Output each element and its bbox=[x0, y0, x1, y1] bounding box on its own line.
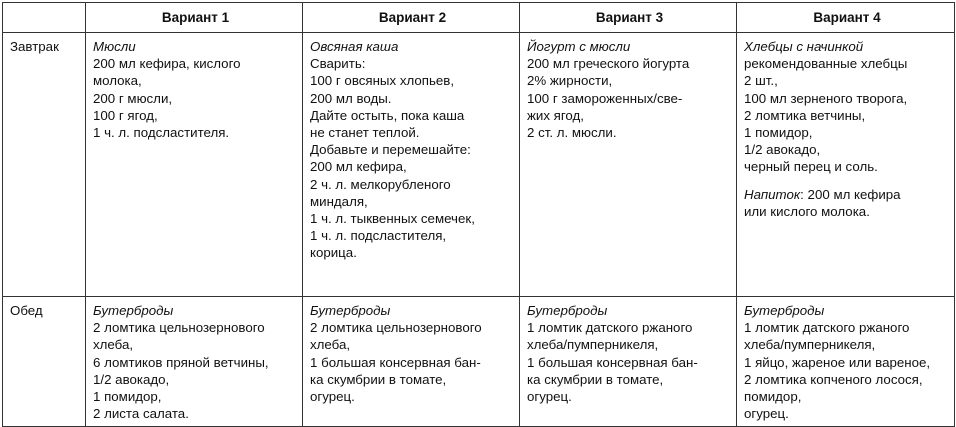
row-label-breakfast: Завтрак bbox=[3, 33, 86, 297]
ingredient-line: 200 мл кефира, bbox=[310, 159, 407, 175]
ingredient-line: 200 мл воды. bbox=[310, 90, 392, 106]
meal-plan-table bbox=[2, 2, 955, 427]
ingredient-line: Дайте остыть, пока каша bbox=[310, 107, 465, 123]
table-row-lunch bbox=[3, 297, 955, 427]
header-variant-1: Вариант 1 bbox=[86, 3, 303, 33]
ingredient-line: 2 ч. л. мелкорубленого bbox=[310, 176, 451, 192]
header-row bbox=[3, 3, 955, 33]
ingredient-line: ка скумбрии в томате, bbox=[310, 371, 447, 387]
ingredient-line: 200 мл греческого йогурта bbox=[527, 56, 690, 72]
ingredient-line: 1 ч. л. подсластителя. bbox=[93, 125, 230, 141]
lunch-variant-4-cell bbox=[737, 297, 955, 427]
dish-title: Бутерброды bbox=[310, 303, 391, 318]
ingredient-line: 1 ч. л. подсластителя, bbox=[310, 228, 447, 244]
ingredient-line: 2 ломтика копченого лосося, bbox=[744, 371, 923, 387]
ingredient-line: Добавьте и перемешайте: bbox=[310, 142, 471, 158]
spacer bbox=[744, 176, 950, 186]
ingredient-line: 1 ломтик датского ржаного bbox=[527, 320, 693, 336]
dish-title: Мюсли bbox=[93, 39, 136, 54]
lunch-variant-3-cell bbox=[520, 297, 737, 427]
ingredient-line: помидор, bbox=[744, 389, 802, 405]
ingredient-line: ка скумбрии в томате, bbox=[527, 371, 664, 387]
ingredient-line: 2 листа салата. bbox=[93, 406, 189, 422]
ingredient-line: 1 большая консервная бан- bbox=[310, 354, 481, 370]
ingredient-line: 100 г ягод, bbox=[93, 107, 158, 123]
ingredient-line: миндаля, bbox=[310, 193, 368, 209]
ingredient-line: черный перец и соль. bbox=[744, 159, 878, 175]
header-variant-3: Вариант 3 bbox=[520, 3, 737, 33]
ingredient-line: 1/2 авокадо, bbox=[744, 142, 821, 158]
dish-title: Йогурт с мюсли bbox=[527, 39, 631, 54]
breakfast-variant-1-cell bbox=[86, 33, 303, 297]
drink-line bbox=[744, 186, 950, 203]
dish-title: Бутерброды bbox=[527, 303, 608, 318]
dish-title: Бутерброды bbox=[93, 303, 174, 318]
ingredient-line: хлеба, bbox=[310, 337, 351, 353]
ingredient-line: 2 ломтика цельнозернового bbox=[93, 320, 265, 336]
drink-line-2: или кислого молока. bbox=[744, 203, 870, 219]
header-variant-4: Вариант 4 bbox=[737, 3, 955, 33]
ingredient-line: огурец. bbox=[527, 389, 572, 405]
ingredient-line: огурец. bbox=[310, 389, 355, 405]
dish-title: Овсяная каша bbox=[310, 39, 399, 54]
dish-title: Хлебцы с начинкой bbox=[744, 39, 864, 54]
lunch-variant-1-cell bbox=[86, 297, 303, 427]
ingredient-line: 1 яйцо, жареное или вареное, bbox=[744, 354, 931, 370]
ingredient-line: не станет теплой. bbox=[310, 125, 420, 141]
ingredient-line: хлеба/пумперникеля, bbox=[527, 337, 659, 353]
ingredient-line: 1 большая консервная бан- bbox=[527, 354, 698, 370]
ingredient-line: 1 ч. л. тыквенных семечек, bbox=[310, 211, 475, 227]
ingredient-line: 100 мл зерненого творога, bbox=[744, 90, 908, 106]
dish-title: Бутерброды bbox=[744, 303, 825, 318]
ingredient-line: огурец. bbox=[744, 406, 789, 422]
ingredient-line: 100 г замороженных/све- bbox=[527, 90, 683, 106]
breakfast-variant-4-cell bbox=[737, 33, 955, 297]
ingredient-line: 6 ломтиков пряной ветчины, bbox=[93, 354, 269, 370]
table-row-breakfast bbox=[3, 33, 955, 297]
ingredient-line: жих ягод, bbox=[527, 107, 584, 123]
ingredient-line: 1 помидор, bbox=[93, 389, 162, 405]
ingredient-line: 2 ломтика цельнозернового bbox=[310, 320, 482, 336]
ingredient-line: 2 ст. л. мюсли. bbox=[527, 125, 617, 141]
ingredient-line: 1 ломтик датского ржаного bbox=[744, 320, 910, 336]
ingredient-line: хлеба, bbox=[93, 337, 134, 353]
header-corner bbox=[3, 3, 86, 33]
ingredient-line: 100 г овсяных хлопьев, bbox=[310, 73, 455, 89]
ingredient-line: Сварить: bbox=[310, 56, 366, 72]
drink-text: : 200 мл кефира bbox=[800, 186, 901, 202]
ingredient-line: 2 шт., bbox=[744, 73, 778, 89]
drink-label: Напиток bbox=[744, 186, 801, 202]
breakfast-variant-3-cell bbox=[520, 33, 737, 297]
ingredient-line: молока, bbox=[93, 73, 142, 89]
ingredient-line: 2% жирности, bbox=[527, 73, 613, 89]
row-label-lunch: Обед bbox=[3, 297, 86, 427]
ingredient-line: корица. bbox=[310, 245, 357, 261]
ingredient-line: 2 ломтика ветчины, bbox=[744, 107, 866, 123]
ingredient-line: 1/2 авокадо, bbox=[93, 371, 170, 387]
ingredient-line: 1 помидор, bbox=[744, 125, 813, 141]
ingredient-line: 200 мл кефира, кислого bbox=[93, 56, 241, 72]
ingredient-line: рекомендованные хлебцы bbox=[744, 56, 908, 72]
ingredient-line: 200 г мюсли, bbox=[93, 90, 173, 106]
breakfast-variant-2-cell bbox=[303, 33, 520, 297]
ingredient-line: хлеба/пумперникеля, bbox=[744, 337, 876, 353]
header-variant-2: Вариант 2 bbox=[303, 3, 520, 33]
lunch-variant-2-cell bbox=[303, 297, 520, 427]
